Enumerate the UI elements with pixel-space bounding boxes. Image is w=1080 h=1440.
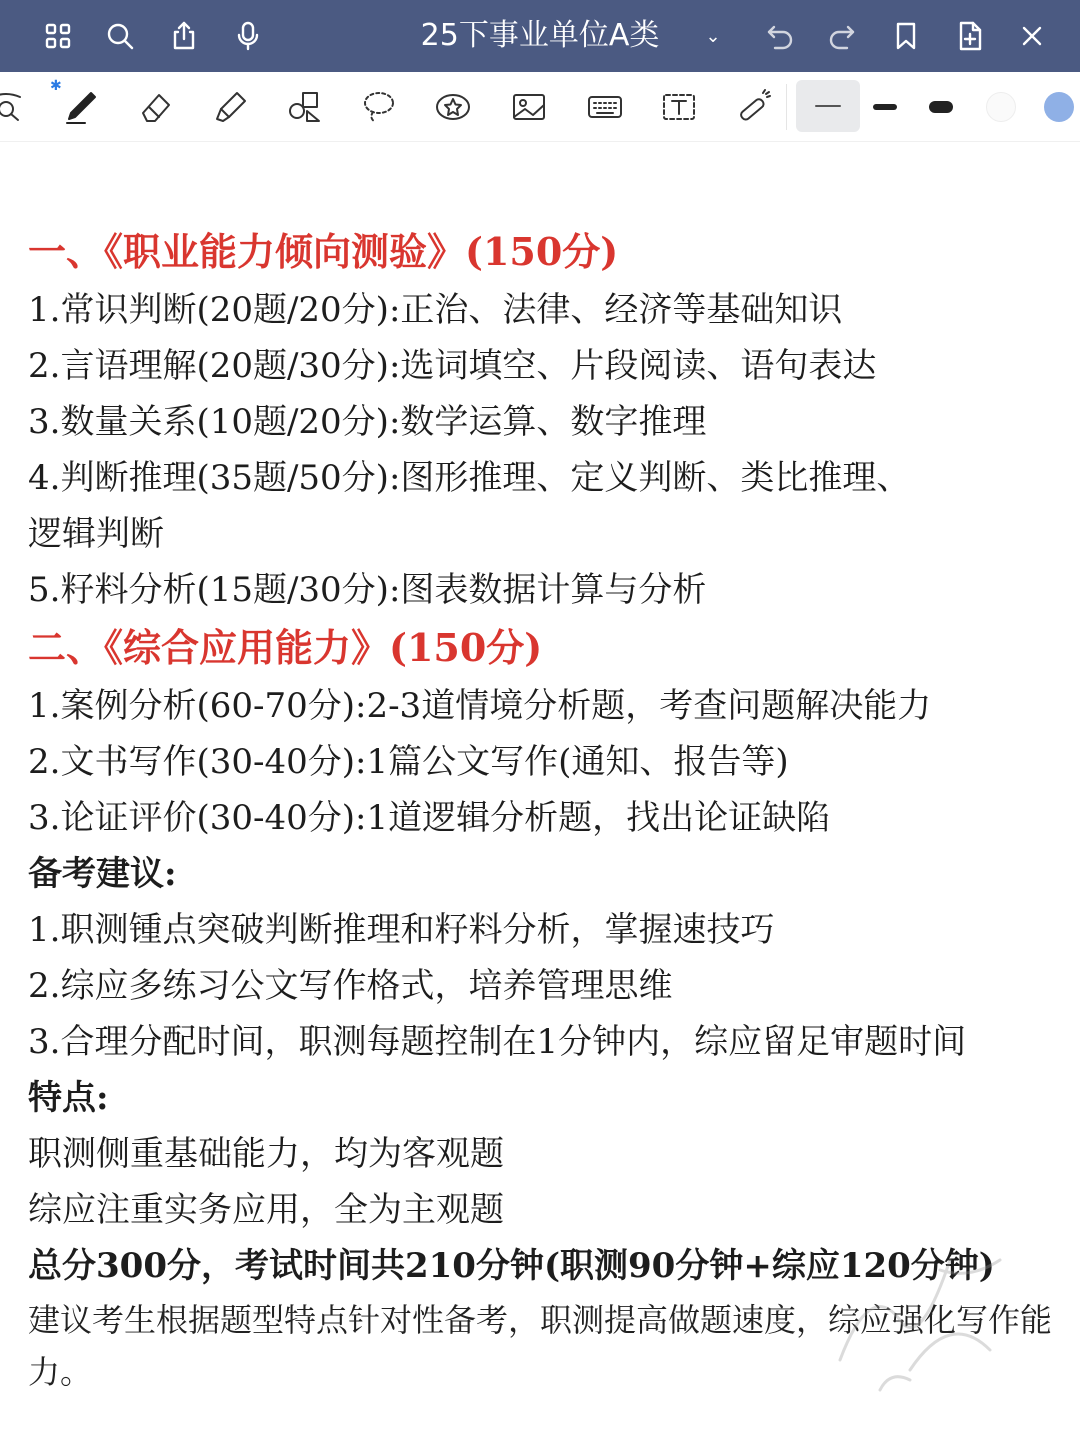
section-2-item: 3.论证评价(30-40分):1道逻辑分析题，找出论证缺陷 xyxy=(28,798,831,838)
advice-item: 1.职测锺点突破判断推理和籽料分析，掌握速技巧 xyxy=(28,910,775,950)
text-box-icon[interactable] xyxy=(654,84,704,130)
stroke-size-medium[interactable] xyxy=(860,84,910,130)
advice-heading: 备考建议: xyxy=(28,854,177,894)
feature-item: 职测侧重基础能力，均为客观题 xyxy=(28,1134,504,1174)
advice-item: 3.合理分配时间，职测每题控制在1分钟内，综应留足审题时间 xyxy=(28,1022,967,1062)
section-1-item: 3.数量关系(10题/20分):数学运算、数字推理 xyxy=(28,402,707,442)
laser-pointer-icon[interactable] xyxy=(728,84,778,130)
advice-item: 2.综应多练习公文写作格式，培养管理思维 xyxy=(28,966,673,1006)
section-2-item: 1.案例分析(60-70分):2-3道情境分析题，考查问题解决能力 xyxy=(28,686,932,726)
microphone-icon[interactable] xyxy=(226,14,270,58)
toolbar-divider xyxy=(786,84,787,130)
color-dot-blue xyxy=(1044,92,1074,122)
shapes-icon[interactable] xyxy=(280,84,330,130)
lasso-zoom-icon[interactable] xyxy=(0,84,28,130)
undo-icon[interactable] xyxy=(758,14,802,58)
stroke-size-thick[interactable] xyxy=(916,84,966,130)
lasso-icon[interactable] xyxy=(354,84,404,130)
section-1-item: 逻辑判断 xyxy=(28,514,164,554)
section-1-item: 2.言语理解(20题/30分):选词填空、片段阅读、语句表达 xyxy=(28,346,877,386)
signature-watermark xyxy=(820,1210,1040,1410)
title-bar xyxy=(0,0,1080,72)
keyboard-icon[interactable] xyxy=(580,84,630,130)
feature-heading: 特点: xyxy=(28,1078,109,1118)
close-icon[interactable] xyxy=(1010,14,1054,58)
color-swatch-white[interactable] xyxy=(976,84,1026,130)
color-dot-white xyxy=(986,92,1016,122)
eraser-icon[interactable] xyxy=(130,84,180,130)
color-swatch-blue[interactable] xyxy=(1034,84,1080,130)
bookmark-icon[interactable] xyxy=(884,14,928,58)
section-1-item: 4.判断推理(35题/50分):图形推理、定义判断、类比推理、 xyxy=(28,458,911,498)
document-title[interactable]: 25下事业单位A类 xyxy=(420,18,660,53)
stroke-size-thin[interactable] xyxy=(796,80,860,132)
section-1-item: 5.籽料分析(15题/30分):图表数据计算与分析 xyxy=(28,570,707,610)
highlighter-icon[interactable] xyxy=(206,84,256,130)
feature-item: 综应注重实务应用，全为主观题 xyxy=(28,1190,504,1230)
image-icon[interactable] xyxy=(504,84,554,130)
search-icon[interactable] xyxy=(98,14,142,58)
chevron-down-icon[interactable]: ⌄ xyxy=(705,26,721,47)
section-1-heading: 一、《职业能力倾向测验》(150分) xyxy=(28,229,619,274)
add-page-icon[interactable] xyxy=(948,14,992,58)
section-2-heading: 二、《综合应用能力》(150分) xyxy=(28,625,543,670)
grid-icon[interactable] xyxy=(36,14,80,58)
sticker-icon[interactable] xyxy=(428,84,478,130)
summary-line: 总分300分，考试时间共210分钟(职测90分钟+综应120分钟) xyxy=(28,1246,995,1286)
drawing-toolbar xyxy=(0,72,1080,142)
bluetooth-icon: ✱ xyxy=(50,78,62,94)
redo-icon[interactable] xyxy=(820,14,864,58)
pen-icon[interactable] xyxy=(56,84,106,130)
section-2-item: 2.文书写作(30-40分):1篇公文写作(通知、报告等) xyxy=(28,742,789,782)
closing-paragraph: 建议考生根据题型特点针对性备考，职测提高做题速度，综应强化写作能力。 xyxy=(28,1301,1053,1391)
share-icon[interactable] xyxy=(162,14,206,58)
section-1-item: 1.常识判断(20题/20分):正治、法律、经济等基础知识 xyxy=(28,290,843,330)
